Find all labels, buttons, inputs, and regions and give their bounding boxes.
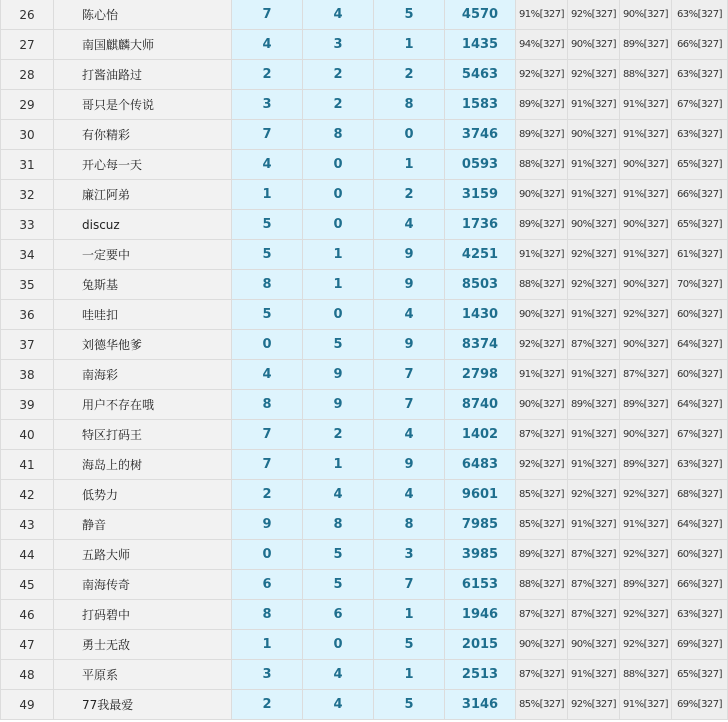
rate-cell: 90%[327] (620, 150, 672, 180)
username-cell: 廉江阿弟 (54, 180, 232, 210)
rank-cell: 43 (1, 510, 54, 540)
rate-cell: 64%[327] (672, 330, 728, 360)
digit-cell: 4 (374, 210, 445, 240)
rate-cell: 91%[327] (620, 120, 672, 150)
table-row (1, 540, 728, 570)
rate-cell: 92%[327] (620, 600, 672, 630)
rate-cell: 87%[327] (516, 600, 568, 630)
code-cell: 4570 (445, 0, 516, 30)
digit-cell: 8 (374, 510, 445, 540)
digit-cell: 9 (374, 240, 445, 270)
digit-cell: 3 (232, 90, 303, 120)
digit-cell: 8 (303, 510, 374, 540)
digit-cell: 6 (303, 600, 374, 630)
username-cell: 陈心怡 (54, 0, 232, 30)
table-row (1, 600, 728, 630)
digit-cell: 8 (232, 600, 303, 630)
rate-cell: 92%[327] (516, 330, 568, 360)
table-row (1, 570, 728, 600)
username-cell: 南国麒麟大师 (54, 30, 232, 60)
rank-cell: 35 (1, 270, 54, 300)
rank-cell: 40 (1, 420, 54, 450)
rate-cell: 87%[327] (516, 420, 568, 450)
username-cell: 打酱油路过 (54, 60, 232, 90)
rate-cell: 85%[327] (516, 690, 568, 720)
rate-cell: 69%[327] (672, 630, 728, 660)
code-cell: 3746 (445, 120, 516, 150)
code-cell: 8740 (445, 390, 516, 420)
rank-cell: 32 (1, 180, 54, 210)
rate-cell: 91%[327] (568, 300, 620, 330)
code-cell: 7985 (445, 510, 516, 540)
digit-cell: 8 (232, 270, 303, 300)
digit-cell: 2 (303, 90, 374, 120)
rate-cell: 89%[327] (620, 450, 672, 480)
username-cell: 海岛上的树 (54, 450, 232, 480)
code-cell: 2015 (445, 630, 516, 660)
rank-cell: 45 (1, 570, 54, 600)
rank-cell: 46 (1, 600, 54, 630)
rate-cell: 88%[327] (516, 150, 568, 180)
rate-cell: 91%[327] (568, 450, 620, 480)
rank-cell: 39 (1, 390, 54, 420)
digit-cell: 8 (232, 390, 303, 420)
digit-cell: 4 (303, 690, 374, 720)
digit-cell: 5 (374, 690, 445, 720)
digit-cell: 3 (303, 30, 374, 60)
digit-cell: 4 (374, 300, 445, 330)
rate-cell: 85%[327] (516, 480, 568, 510)
rate-cell: 89%[327] (620, 570, 672, 600)
code-cell: 1435 (445, 30, 516, 60)
rate-cell: 63%[327] (672, 450, 728, 480)
rate-cell: 91%[327] (568, 360, 620, 390)
digit-cell: 2 (232, 60, 303, 90)
rate-cell: 66%[327] (672, 570, 728, 600)
username-cell: 刘德华他爹 (54, 330, 232, 360)
table-row (1, 390, 728, 420)
username-cell: 77我最爱 (54, 690, 232, 720)
rate-cell: 92%[327] (568, 0, 620, 30)
code-cell: 3159 (445, 180, 516, 210)
digit-cell: 1 (303, 270, 374, 300)
table-row (1, 300, 728, 330)
code-cell: 8503 (445, 270, 516, 300)
rate-cell: 90%[327] (620, 330, 672, 360)
rank-cell: 28 (1, 60, 54, 90)
rate-cell: 66%[327] (672, 180, 728, 210)
rank-cell: 37 (1, 330, 54, 360)
digit-cell: 2 (374, 60, 445, 90)
digit-cell: 7 (374, 390, 445, 420)
rate-cell: 63%[327] (672, 0, 728, 30)
digit-cell: 7 (232, 0, 303, 30)
username-cell: 五路大师 (54, 540, 232, 570)
rate-cell: 61%[327] (672, 240, 728, 270)
rate-cell: 63%[327] (672, 60, 728, 90)
digit-cell: 0 (303, 300, 374, 330)
table-row (1, 60, 728, 90)
rate-cell: 92%[327] (620, 300, 672, 330)
rate-cell: 89%[327] (516, 90, 568, 120)
digit-cell: 2 (303, 420, 374, 450)
rate-cell: 88%[327] (620, 660, 672, 690)
table-row (1, 420, 728, 450)
rate-cell: 87%[327] (568, 570, 620, 600)
digit-cell: 0 (303, 180, 374, 210)
rate-cell: 91%[327] (568, 660, 620, 690)
table-row (1, 660, 728, 690)
rate-cell: 92%[327] (568, 690, 620, 720)
digit-cell: 1 (232, 630, 303, 660)
digit-cell: 4 (303, 480, 374, 510)
rate-cell: 92%[327] (620, 480, 672, 510)
ranking-table-body (1, 0, 728, 720)
rate-cell: 91%[327] (568, 180, 620, 210)
rate-cell: 67%[327] (672, 90, 728, 120)
username-cell: 南海彩 (54, 360, 232, 390)
rank-cell: 44 (1, 540, 54, 570)
rate-cell: 90%[327] (620, 270, 672, 300)
code-cell: 1430 (445, 300, 516, 330)
digit-cell: 8 (303, 120, 374, 150)
rate-cell: 91%[327] (620, 180, 672, 210)
digit-cell: 0 (303, 150, 374, 180)
rate-cell: 92%[327] (516, 450, 568, 480)
digit-cell: 5 (232, 240, 303, 270)
code-cell: 6153 (445, 570, 516, 600)
rate-cell: 88%[327] (620, 60, 672, 90)
username-cell: 勇士无敌 (54, 630, 232, 660)
table-row (1, 450, 728, 480)
rate-cell: 89%[327] (516, 120, 568, 150)
rank-cell: 26 (1, 0, 54, 30)
digit-cell: 8 (374, 90, 445, 120)
table-row (1, 150, 728, 180)
digit-cell: 0 (232, 540, 303, 570)
digit-cell: 0 (232, 330, 303, 360)
rate-cell: 60%[327] (672, 300, 728, 330)
rate-cell: 63%[327] (672, 600, 728, 630)
digit-cell: 4 (303, 0, 374, 30)
rate-cell: 70%[327] (672, 270, 728, 300)
rate-cell: 87%[327] (568, 540, 620, 570)
username-cell: 低势力 (54, 480, 232, 510)
rate-cell: 90%[327] (620, 0, 672, 30)
digit-cell: 3 (232, 660, 303, 690)
code-cell: 8374 (445, 330, 516, 360)
rate-cell: 91%[327] (516, 360, 568, 390)
rate-cell: 87%[327] (568, 600, 620, 630)
rate-cell: 90%[327] (620, 210, 672, 240)
table-row (1, 510, 728, 540)
digit-cell: 1 (374, 30, 445, 60)
digit-cell: 4 (374, 420, 445, 450)
table-row (1, 270, 728, 300)
table-row (1, 120, 728, 150)
digit-cell: 9 (374, 330, 445, 360)
username-cell: 打码碧中 (54, 600, 232, 630)
digit-cell: 1 (374, 660, 445, 690)
rank-cell: 38 (1, 360, 54, 390)
digit-cell: 0 (374, 120, 445, 150)
rate-cell: 89%[327] (620, 390, 672, 420)
digit-cell: 5 (232, 300, 303, 330)
username-cell: 静音 (54, 510, 232, 540)
rate-cell: 85%[327] (516, 510, 568, 540)
rank-cell: 48 (1, 660, 54, 690)
rank-cell: 27 (1, 30, 54, 60)
code-cell: 0593 (445, 150, 516, 180)
rate-cell: 88%[327] (516, 570, 568, 600)
digit-cell: 9 (374, 450, 445, 480)
digit-cell: 3 (374, 540, 445, 570)
username-cell: discuz (54, 210, 232, 240)
rate-cell: 90%[327] (516, 390, 568, 420)
digit-cell: 2 (232, 480, 303, 510)
rate-cell: 87%[327] (620, 360, 672, 390)
rate-cell: 92%[327] (516, 60, 568, 90)
rate-cell: 92%[327] (568, 60, 620, 90)
rate-cell: 92%[327] (620, 540, 672, 570)
rate-cell: 89%[327] (568, 390, 620, 420)
rank-cell: 49 (1, 690, 54, 720)
rate-cell: 89%[327] (516, 210, 568, 240)
rate-cell: 91%[327] (620, 690, 672, 720)
username-cell: 哥只是个传说 (54, 90, 232, 120)
rank-cell: 36 (1, 300, 54, 330)
rate-cell: 91%[327] (620, 90, 672, 120)
rate-cell: 90%[327] (568, 120, 620, 150)
code-cell: 2798 (445, 360, 516, 390)
rank-cell: 29 (1, 90, 54, 120)
code-cell: 1946 (445, 600, 516, 630)
digit-cell: 4 (303, 660, 374, 690)
rank-cell: 42 (1, 480, 54, 510)
rate-cell: 67%[327] (672, 420, 728, 450)
rate-cell: 65%[327] (672, 660, 728, 690)
digit-cell: 0 (303, 210, 374, 240)
digit-cell: 5 (303, 330, 374, 360)
username-cell: 开心每一天 (54, 150, 232, 180)
code-cell: 2513 (445, 660, 516, 690)
rank-cell: 47 (1, 630, 54, 660)
table-row (1, 240, 728, 270)
code-cell: 6483 (445, 450, 516, 480)
digit-cell: 7 (374, 570, 445, 600)
digit-cell: 9 (232, 510, 303, 540)
rate-cell: 91%[327] (568, 90, 620, 120)
digit-cell: 6 (232, 570, 303, 600)
table-row (1, 90, 728, 120)
digit-cell: 1 (374, 600, 445, 630)
rate-cell: 91%[327] (516, 240, 568, 270)
digit-cell: 4 (232, 30, 303, 60)
rate-cell: 91%[327] (568, 510, 620, 540)
rate-cell: 87%[327] (516, 660, 568, 690)
rate-cell: 65%[327] (672, 210, 728, 240)
rate-cell: 91%[327] (568, 150, 620, 180)
digit-cell: 5 (303, 540, 374, 570)
digit-cell: 9 (303, 390, 374, 420)
rate-cell: 64%[327] (672, 510, 728, 540)
rate-cell: 94%[327] (516, 30, 568, 60)
rate-cell: 92%[327] (568, 240, 620, 270)
rank-cell: 41 (1, 450, 54, 480)
rank-cell: 34 (1, 240, 54, 270)
code-cell: 5463 (445, 60, 516, 90)
code-cell: 3146 (445, 690, 516, 720)
username-cell: 平原系 (54, 660, 232, 690)
rate-cell: 89%[327] (516, 540, 568, 570)
username-cell: 南海传奇 (54, 570, 232, 600)
code-cell: 1402 (445, 420, 516, 450)
username-cell: 一定要中 (54, 240, 232, 270)
rate-cell: 89%[327] (620, 30, 672, 60)
code-cell: 9601 (445, 480, 516, 510)
rate-cell: 90%[327] (568, 30, 620, 60)
rank-cell: 31 (1, 150, 54, 180)
digit-cell: 5 (374, 0, 445, 30)
table-row (1, 330, 728, 360)
rate-cell: 90%[327] (568, 210, 620, 240)
rate-cell: 69%[327] (672, 690, 728, 720)
rate-cell: 63%[327] (672, 120, 728, 150)
rate-cell: 90%[327] (620, 420, 672, 450)
code-cell: 1736 (445, 210, 516, 240)
digit-cell: 2 (303, 60, 374, 90)
table-row (1, 630, 728, 660)
digit-cell: 1 (303, 240, 374, 270)
rate-cell: 60%[327] (672, 540, 728, 570)
digit-cell: 1 (374, 150, 445, 180)
digit-cell: 4 (232, 360, 303, 390)
rate-cell: 91%[327] (568, 420, 620, 450)
digit-cell: 5 (232, 210, 303, 240)
table-row (1, 690, 728, 720)
table-row (1, 480, 728, 510)
code-cell: 4251 (445, 240, 516, 270)
rate-cell: 88%[327] (516, 270, 568, 300)
digit-cell: 2 (374, 180, 445, 210)
rate-cell: 66%[327] (672, 30, 728, 60)
username-cell: 特区打码王 (54, 420, 232, 450)
username-cell: 兔斯基 (54, 270, 232, 300)
rate-cell: 90%[327] (516, 180, 568, 210)
rate-cell: 91%[327] (620, 240, 672, 270)
username-cell: 有你精彩 (54, 120, 232, 150)
digit-cell: 2 (232, 690, 303, 720)
digit-cell: 7 (232, 420, 303, 450)
digit-cell: 1 (232, 180, 303, 210)
digit-cell: 7 (232, 450, 303, 480)
rate-cell: 91%[327] (620, 510, 672, 540)
code-cell: 3985 (445, 540, 516, 570)
rank-cell: 33 (1, 210, 54, 240)
digit-cell: 5 (303, 570, 374, 600)
rate-cell: 64%[327] (672, 390, 728, 420)
rate-cell: 92%[327] (568, 480, 620, 510)
rate-cell: 60%[327] (672, 360, 728, 390)
rate-cell: 91%[327] (516, 0, 568, 30)
digit-cell: 7 (374, 360, 445, 390)
table-row (1, 180, 728, 210)
table-row (1, 210, 728, 240)
username-cell: 哇哇扣 (54, 300, 232, 330)
rate-cell: 65%[327] (672, 150, 728, 180)
digit-cell: 5 (374, 630, 445, 660)
table-row (1, 30, 728, 60)
code-cell: 1583 (445, 90, 516, 120)
rate-cell: 92%[327] (568, 270, 620, 300)
digit-cell: 1 (303, 450, 374, 480)
table-row (1, 0, 728, 30)
rate-cell: 68%[327] (672, 480, 728, 510)
digit-cell: 9 (303, 360, 374, 390)
rate-cell: 90%[327] (516, 630, 568, 660)
digit-cell: 7 (232, 120, 303, 150)
digit-cell: 0 (303, 630, 374, 660)
digit-cell: 9 (374, 270, 445, 300)
rate-cell: 90%[327] (516, 300, 568, 330)
username-cell: 用户不存在哦 (54, 390, 232, 420)
digit-cell: 4 (232, 150, 303, 180)
rate-cell: 90%[327] (568, 630, 620, 660)
rank-cell: 30 (1, 120, 54, 150)
digit-cell: 4 (374, 480, 445, 510)
rate-cell: 92%[327] (620, 630, 672, 660)
table-row (1, 360, 728, 390)
rate-cell: 87%[327] (568, 330, 620, 360)
